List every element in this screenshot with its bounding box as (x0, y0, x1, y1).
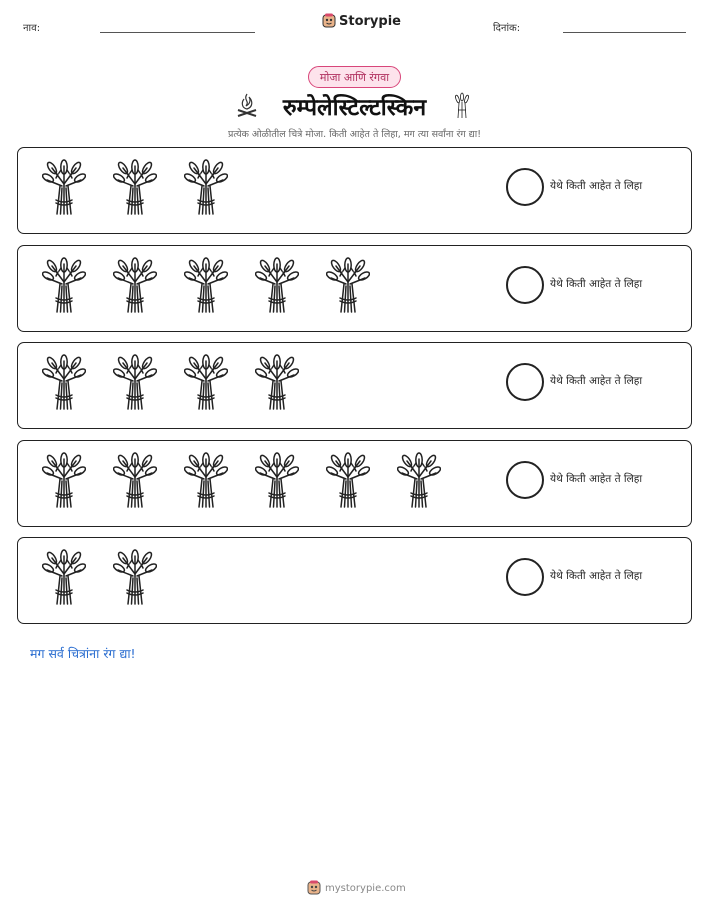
wheat-icon (450, 92, 474, 120)
storypie-mascot-icon (322, 13, 336, 29)
wheat-icon (99, 158, 170, 218)
wheat-icon (28, 451, 99, 511)
wheat-icon (99, 256, 170, 316)
wheat-icon (99, 451, 170, 511)
name-line[interactable] (100, 32, 255, 33)
count-row-1 (17, 147, 692, 234)
answer-circle[interactable] (506, 461, 544, 499)
activity-badge: मोजा आणि रंगवा (308, 66, 401, 88)
wheat-icon (28, 353, 99, 413)
write-count-label: येथे किती आहेत ते लिहा (550, 473, 643, 485)
wheat-icon (99, 353, 170, 413)
count-row-3 (17, 342, 692, 429)
wheat-icon (383, 451, 454, 511)
wheat-icon (241, 353, 312, 413)
date-label: दिनांक: (493, 23, 521, 34)
write-count-label: येथे किती आहेत ते लिहा (550, 180, 643, 192)
footer-site: mystorypie.com (325, 882, 406, 894)
date-line[interactable] (563, 32, 686, 33)
answer-circle[interactable] (506, 266, 544, 304)
wheat-icon (170, 256, 241, 316)
instructions: प्रत्येक ओळीतील चित्रे मोजा. किती आहेत ते लिहा, मग त्या सर्वांना रंग द्या! (227, 129, 482, 140)
count-row-2 (17, 245, 692, 332)
wheat-icon (241, 256, 312, 316)
page-title: रुम्पेलेस्टिल्टस्किन (282, 95, 427, 121)
wheat-group (28, 353, 312, 413)
wheat-group (28, 158, 241, 218)
wheat-icon (170, 451, 241, 511)
wheat-group (28, 548, 170, 608)
answer-circle[interactable] (506, 168, 544, 206)
answer-circle[interactable] (506, 363, 544, 401)
write-count-label: येथे किती आहेत ते लिहा (550, 278, 643, 290)
wheat-icon (241, 451, 312, 511)
brand-name: Storypie (339, 13, 401, 29)
wheat-icon (99, 548, 170, 608)
color-instruction: मग सर्व चित्रांना रंग द्या! (30, 646, 136, 661)
count-row-4 (17, 440, 692, 527)
wheat-icon (170, 353, 241, 413)
write-count-label: येथे किती आहेत ते लिहा (550, 375, 643, 387)
storypie-mascot-icon (307, 880, 321, 896)
wheat-icon (28, 548, 99, 608)
storypie-logo (322, 13, 401, 29)
wheat-icon (28, 256, 99, 316)
answer-circle[interactable] (506, 558, 544, 596)
footer (307, 880, 406, 896)
wheat-icon (170, 158, 241, 218)
write-count-label: येथे किती आहेत ते लिहा (550, 570, 643, 582)
wheat-icon (28, 158, 99, 218)
wheat-icon (312, 451, 383, 511)
wheat-icon (312, 256, 383, 316)
count-row-5 (17, 537, 692, 624)
wheat-group (28, 451, 454, 511)
name-label: नाव: (23, 23, 41, 34)
wheat-group (28, 256, 383, 316)
